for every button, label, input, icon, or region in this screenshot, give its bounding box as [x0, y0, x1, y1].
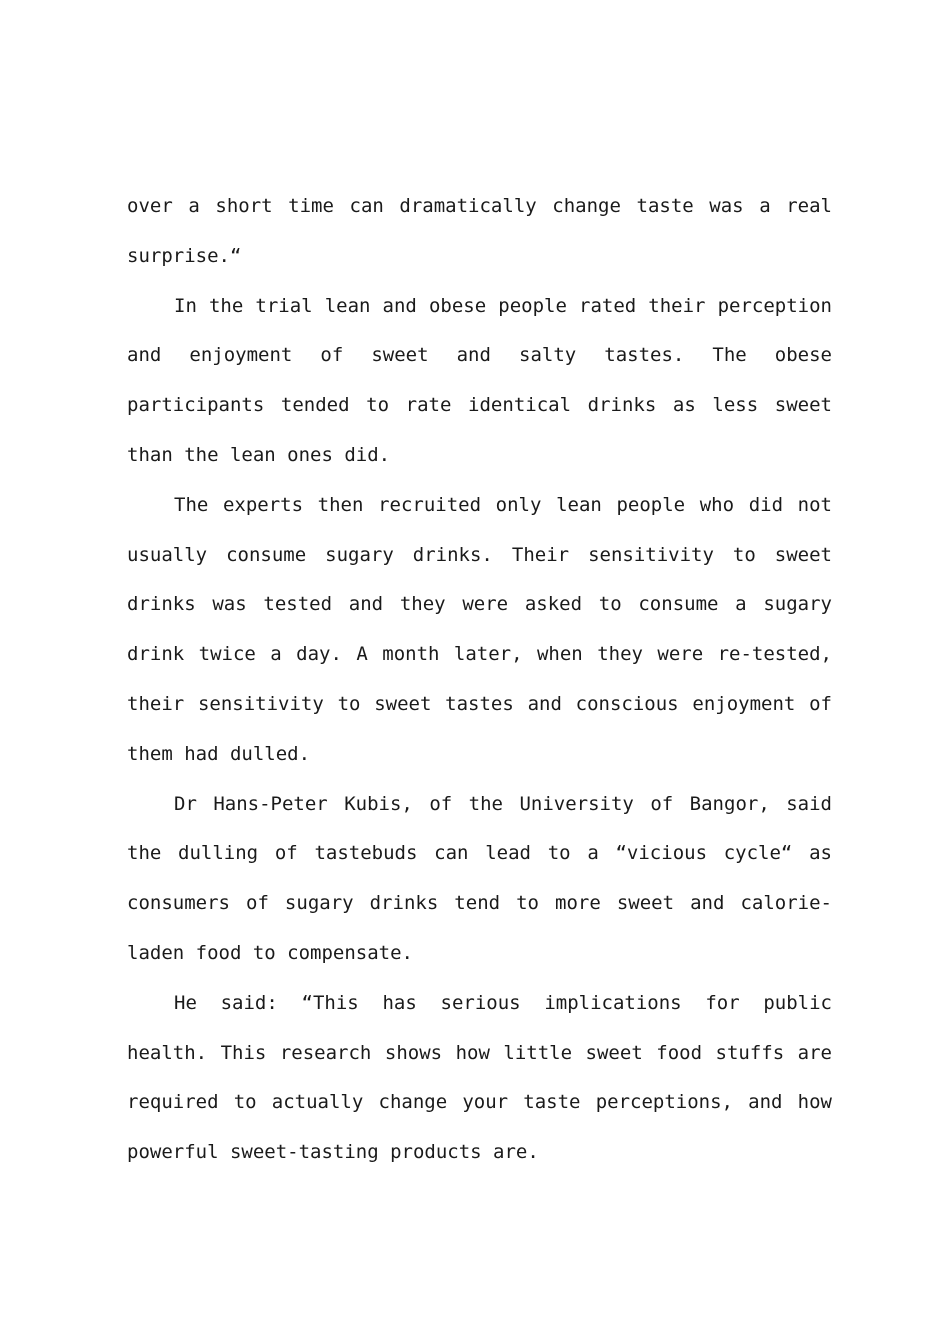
document-page: [127, 182, 832, 1178]
paragraph-quote: He said: “This has serious implications for public health. This research shows how little sweet food stuffs are required to actually change your taste perceptions, and how powerful sweet-tasting products are.: [127, 991, 832, 1164]
paragraph-continuation: over a short time can dramatically change taste was a real surprise.“: [127, 195, 832, 267]
paragraph-experts: The experts then recruited only lean people who did not usually consume sugary drinks. Their sensitivity to sweet drinks was tested and they were asked to consume a sugary drink twice a day. A month later, when they were re-tested, their sensitivity to sweet tastes and conscious enjoyment of them had dulled.: [127, 493, 832, 765]
paragraph-trial: In the trial lean and obese people rated their perception and enjoyment of sweet and salty tastes. The obese participants tended to rate identical drinks as less sweet than the lean ones did.: [127, 294, 832, 466]
paragraph-kubis: Dr Hans-Peter Kubis, of the University of Bangor, said the dulling of tastebuds can lead to a “vicious cycle“ as consumers of sugary drinks tend to more sweet and calorie-laden food to compensate.: [127, 792, 832, 964]
